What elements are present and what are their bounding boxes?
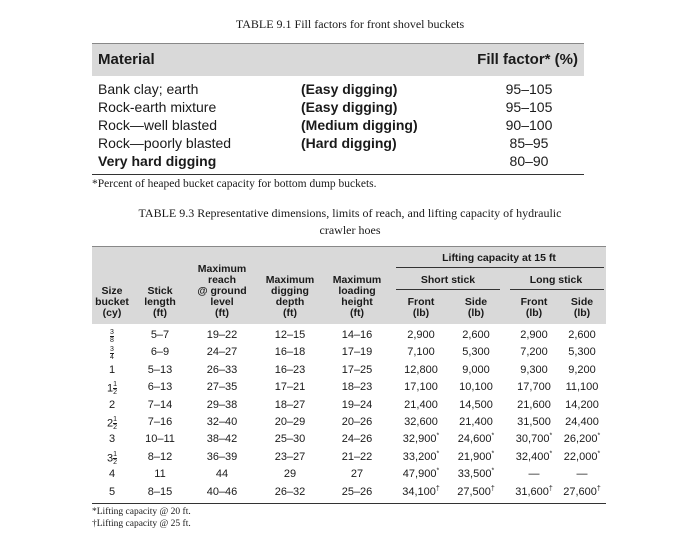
digging-class-cell: (Easy digging)	[301, 81, 398, 97]
table-9-1-body	[92, 81, 584, 171]
dig-cell	[257, 399, 323, 411]
ss-value: 2,600	[462, 329, 490, 341]
bucket-size-cell	[92, 329, 132, 344]
ls-value: —	[576, 468, 588, 481]
table-9-3-header	[92, 246, 606, 324]
ls-value: 22,000	[563, 450, 598, 463]
ls-cell	[558, 346, 606, 358]
lf-value: 21,600	[517, 398, 551, 411]
lf-cell	[506, 399, 562, 411]
ss-cell	[448, 329, 504, 341]
load-value: 20–26	[341, 415, 373, 428]
reach-cell	[192, 381, 252, 393]
ss-value: 14,500	[459, 398, 493, 411]
fraction-numerator: 3	[110, 329, 114, 336]
material-cell: Rock-earth mixture	[98, 99, 217, 115]
fill-factor-cell: 85–95	[509, 135, 549, 151]
footnote-mark: *	[549, 432, 553, 440]
reach-value: 24–27	[206, 346, 238, 359]
sf-value: 47,900	[402, 468, 437, 481]
table-9-1-caption: TABLE 9.1 Fill factors for front shovel buckets	[235, 17, 465, 31]
dig-value: 17–21	[274, 381, 306, 394]
table-row	[92, 449, 606, 466]
ss-cell	[448, 486, 504, 498]
table-row	[92, 117, 584, 135]
stick-cell	[138, 433, 182, 445]
load-value: 17–25	[341, 363, 373, 376]
load-cell	[324, 451, 390, 463]
fill-factor-cell: 95–105	[505, 99, 553, 115]
footnote-mark: †	[596, 484, 601, 492]
ls-value: 24,400	[565, 415, 599, 428]
sf-cell	[392, 381, 450, 393]
dig-value: 16–23	[274, 363, 306, 376]
ss-cell	[448, 468, 504, 480]
ss-cell	[448, 381, 504, 393]
dig-value: 16–18	[274, 346, 306, 359]
table-9-3-caption-line2: crawler hoes	[319, 223, 381, 237]
ls-cell	[558, 364, 606, 376]
ls-cell	[558, 399, 606, 411]
sf-value: 2,900	[407, 329, 435, 341]
reach-cell	[192, 364, 252, 376]
ss-cell	[448, 433, 504, 445]
material-cell: Rock—poorly blasted	[98, 135, 232, 151]
material-cell: Bank clay; earth	[98, 81, 199, 97]
table-9-3-bottom-rule	[92, 503, 606, 504]
stick-value: 5–7	[150, 329, 170, 341]
footnote-mark: †	[548, 484, 553, 492]
ss-value: 24,600	[457, 433, 492, 446]
load-cell	[324, 364, 390, 376]
fill-factor-header: Fill factor* (%)	[477, 51, 578, 68]
dig-cell	[257, 329, 323, 341]
load-value: 17–19	[341, 346, 373, 359]
table-9-1-bottom-rule	[92, 174, 584, 175]
digging-class-cell: (Hard digging)	[301, 135, 397, 151]
sf-value: 34,100	[402, 485, 436, 498]
reach-value: 19–22	[206, 329, 238, 341]
bucket-size-fraction	[113, 381, 117, 396]
stick-value: 10–11	[145, 433, 175, 446]
dig-value: 29	[283, 468, 297, 481]
stick-value: 6–9	[150, 346, 170, 359]
load-cell	[324, 346, 390, 358]
stick-cell	[138, 468, 182, 480]
lf-value: 7,200	[520, 346, 548, 359]
bucket-size-fraction	[110, 346, 114, 361]
bucket-size-cell	[92, 468, 132, 480]
fraction-numerator: 3	[110, 346, 114, 354]
load-cell	[324, 399, 390, 411]
bucket-size-cell	[92, 381, 132, 396]
bucket-size-cell	[92, 364, 132, 376]
ss-value: 10,100	[459, 381, 493, 394]
load-cell	[324, 329, 390, 341]
fill-factor-cell: 80–90	[509, 153, 549, 169]
bucket-size-fraction	[110, 329, 114, 344]
lf-cell	[506, 433, 562, 445]
lf-value: 17,700	[517, 381, 551, 394]
short-stick-header: Short stick	[420, 274, 476, 286]
lf-value: 2,900	[520, 329, 548, 341]
lf-cell	[506, 381, 562, 393]
table-row	[92, 135, 584, 153]
table-9-3-footnote-2: †Lifting capacity @ 25 ft.	[92, 519, 191, 529]
ls-cell	[558, 468, 606, 480]
table-9-3-footnote-1: *Lifting capacity @ 20 ft.	[92, 507, 191, 517]
sf-cell	[392, 433, 450, 445]
dig-cell	[257, 433, 323, 445]
stick-cell	[138, 346, 182, 358]
lf-cell	[506, 329, 562, 341]
footnote-mark: *	[491, 467, 495, 475]
ls-value: 27,600	[563, 485, 597, 498]
lf-cell	[506, 468, 562, 480]
reach-cell	[192, 416, 252, 428]
lf-value: 32,400	[515, 450, 550, 463]
fraction-numerator: 1	[113, 450, 118, 458]
table-row	[92, 414, 606, 431]
bucket-size-cell	[92, 451, 132, 466]
footnote-mark: *	[436, 467, 440, 475]
stick-cell	[138, 381, 182, 393]
reach-cell	[192, 451, 252, 463]
load-cell	[324, 486, 390, 498]
ls-value: 14,200	[565, 398, 599, 411]
table-row	[92, 327, 606, 344]
ls-cell	[558, 381, 606, 393]
fraction-denominator: 2	[113, 458, 118, 466]
table-9-3-body	[92, 327, 606, 501]
ls-cell	[558, 451, 606, 463]
ss-value: 9,000	[462, 363, 490, 376]
table-9-1	[92, 43, 584, 175]
ls-value: 26,200	[563, 433, 598, 446]
sf-cell	[392, 468, 450, 480]
table-9-3-footnotes	[92, 506, 191, 530]
long-front-header: Front (lb)	[520, 296, 548, 319]
table-row	[92, 397, 606, 414]
lifting-capacity-header: Lifting capacity at 15 ft	[442, 252, 556, 264]
ls-cell	[558, 329, 606, 341]
ss-cell	[448, 451, 504, 463]
table-row	[92, 466, 606, 483]
max-reach-header: Maximum reach @ ground level (ft)	[197, 263, 247, 319]
table-row	[92, 431, 606, 448]
sf-value: 33,200	[402, 450, 437, 463]
sf-value: 32,600	[404, 415, 438, 428]
reach-value: 29–38	[206, 398, 238, 411]
ls-cell	[558, 416, 606, 428]
sf-value: 32,900	[402, 433, 437, 446]
material-cell: Rock—well blasted	[98, 117, 218, 133]
sf-value: 17,100	[404, 381, 438, 394]
footnote-mark: *	[491, 450, 495, 458]
lf-value: 9,300	[520, 363, 548, 376]
table-9-3-caption	[100, 205, 600, 239]
table-9-1-header	[92, 43, 584, 76]
bucket-size-cell	[92, 416, 132, 431]
ss-cell	[448, 399, 504, 411]
reach-value: 44	[215, 468, 229, 481]
ss-cell	[448, 346, 504, 358]
lf-value: 31,500	[517, 415, 551, 428]
bucket-size-cell	[92, 346, 132, 361]
ls-value: 9,200	[568, 363, 596, 376]
fraction-denominator: 2	[113, 389, 118, 397]
reach-value: 27–35	[206, 381, 238, 394]
lf-value: 31,600	[515, 485, 549, 498]
fill-factor-cell: 90–100	[505, 117, 553, 133]
reach-cell	[192, 486, 252, 498]
ss-value: 21,900	[457, 450, 492, 463]
sf-value: 21,400	[404, 398, 438, 411]
ss-value: 33,500	[457, 468, 492, 481]
material-header: Material	[98, 51, 155, 68]
footnote-mark: *	[436, 432, 440, 440]
ss-value: 21,400	[459, 415, 493, 428]
sf-cell	[392, 329, 450, 341]
lifting-capacity-rule	[396, 267, 604, 268]
fraction-numerator: 1	[113, 415, 118, 423]
ss-cell	[448, 416, 504, 428]
stick-cell	[138, 451, 182, 463]
reach-cell	[192, 346, 252, 358]
stick-value: 8–15	[147, 485, 173, 498]
stick-cell	[138, 329, 182, 341]
table-row	[92, 362, 606, 379]
ss-value: 5,300	[462, 346, 490, 359]
dig-value: 25–30	[274, 433, 306, 446]
sf-value: 7,100	[407, 346, 435, 359]
stick-length-header: Stick length (ft)	[144, 285, 176, 319]
lf-value: 30,700	[515, 433, 550, 446]
stick-value: 5–13	[147, 363, 173, 376]
dig-value: 12–15	[274, 329, 306, 341]
footnote-mark: *	[549, 450, 553, 458]
bucket-size-whole: 2	[108, 398, 116, 411]
stick-cell	[138, 486, 182, 498]
fraction-denominator: 8	[110, 337, 114, 344]
lf-cell	[506, 346, 562, 358]
sf-cell	[392, 416, 450, 428]
bucket-size-cell	[92, 433, 132, 445]
size-bucket-header: Size bucket (cy)	[95, 285, 129, 319]
reach-value: 36–39	[206, 450, 238, 463]
footnote-mark: †	[490, 484, 495, 492]
table-row	[92, 153, 584, 171]
table-row	[92, 484, 606, 501]
dig-cell	[257, 346, 323, 358]
ls-cell	[558, 486, 606, 498]
sf-cell	[392, 486, 450, 498]
bucket-size-fraction	[113, 416, 117, 431]
dig-value: 26–32	[274, 485, 306, 498]
bucket-size-whole: 3	[108, 433, 116, 446]
load-value: 18–23	[341, 381, 373, 394]
reach-cell	[192, 433, 252, 445]
fraction-denominator: 4	[110, 354, 114, 362]
sf-cell	[392, 346, 450, 358]
sf-cell	[392, 364, 450, 376]
reach-value: 38–42	[206, 433, 238, 446]
ls-value: 5,300	[568, 346, 596, 359]
sf-cell	[392, 451, 450, 463]
dig-cell	[257, 364, 323, 376]
footnote-mark: †	[435, 484, 440, 492]
stick-cell	[138, 364, 182, 376]
stick-cell	[138, 399, 182, 411]
ls-value: 2,600	[568, 329, 596, 341]
ss-value: 27,500	[457, 485, 491, 498]
ls-cell	[558, 433, 606, 445]
bucket-size-whole: 4	[108, 468, 116, 481]
bucket-size-whole: 1	[108, 363, 116, 376]
table-row	[92, 344, 606, 361]
table-row	[92, 379, 606, 396]
reach-value: 32–40	[206, 415, 238, 428]
fraction-numerator: 1	[113, 381, 118, 389]
table-9-1-footnote: *Percent of heaped bucket capacity for bottom dump buckets.	[92, 178, 377, 190]
stick-value: 7–16	[147, 415, 173, 428]
digging-class-cell: (Easy digging)	[301, 99, 398, 115]
lf-cell	[506, 486, 562, 498]
reach-cell	[192, 329, 252, 341]
table-9-3-caption-line1: TABLE 9.3 Representative dimensions, limits of reach, and lifting capacity of hydraulic	[138, 206, 562, 220]
load-cell	[324, 433, 390, 445]
max-loading-height-header: Maximum loading height (ft)	[332, 274, 382, 319]
short-front-header: Front (lb)	[407, 296, 435, 319]
load-cell	[324, 416, 390, 428]
load-value: 24–26	[341, 433, 373, 446]
digging-class-cell: (Medium digging)	[301, 117, 418, 133]
sf-cell	[392, 399, 450, 411]
dig-value: 23–27	[274, 450, 306, 463]
ls-value: 11,100	[565, 381, 599, 394]
reach-value: 26–33	[206, 363, 238, 376]
bucket-size-whole: 5	[108, 485, 116, 498]
fraction-denominator: 2	[113, 423, 118, 431]
stick-cell	[138, 416, 182, 428]
load-cell	[324, 468, 390, 480]
stick-value: 11	[154, 468, 166, 481]
bucket-size-whole: 3	[106, 452, 114, 465]
footnote-mark: *	[436, 450, 440, 458]
table-row	[92, 81, 584, 99]
load-cell	[324, 381, 390, 393]
table-row	[92, 99, 584, 117]
fill-factor-cell: 95–105	[505, 81, 553, 97]
long-side-header: Side (lb)	[570, 296, 594, 319]
reach-cell	[192, 399, 252, 411]
lf-value: —	[528, 468, 540, 481]
dig-value: 20–29	[274, 415, 306, 428]
dig-cell	[257, 451, 323, 463]
max-digging-depth-header: Maximum digging depth (ft)	[265, 274, 315, 319]
lf-cell	[506, 416, 562, 428]
dig-cell	[257, 468, 323, 480]
bucket-size-cell	[92, 399, 132, 411]
load-value: 21–22	[341, 450, 373, 463]
load-value: 14–16	[341, 329, 373, 341]
footnote-mark: *	[597, 450, 601, 458]
sf-value: 12,800	[404, 363, 438, 376]
load-value: 25–26	[341, 485, 373, 498]
long-stick-header: Long stick	[529, 274, 583, 286]
stick-value: 6–13	[147, 381, 173, 394]
dig-cell	[257, 486, 323, 498]
lf-cell	[506, 364, 562, 376]
load-value: 19–24	[341, 398, 373, 411]
dig-cell	[257, 416, 323, 428]
table-9-3	[92, 246, 606, 504]
stick-value: 8–12	[147, 450, 173, 463]
long-stick-rule	[510, 289, 604, 290]
ss-cell	[448, 364, 504, 376]
load-value: 27	[350, 468, 364, 481]
lf-cell	[506, 451, 562, 463]
material-cell: Very hard digging	[98, 153, 217, 169]
footnote-mark: *	[491, 432, 495, 440]
reach-cell	[192, 468, 252, 480]
dig-cell	[257, 381, 323, 393]
bucket-size-whole: 1	[106, 382, 114, 395]
bucket-size-whole: 2	[106, 417, 114, 430]
bucket-size-cell	[92, 486, 132, 498]
short-side-header: Side (lb)	[464, 296, 488, 319]
footnote-mark: *	[597, 432, 601, 440]
bucket-size-fraction	[113, 451, 117, 466]
stick-value: 7–14	[147, 398, 173, 411]
short-stick-rule	[396, 289, 500, 290]
reach-value: 40–46	[206, 485, 238, 498]
dig-value: 18–27	[274, 398, 306, 411]
